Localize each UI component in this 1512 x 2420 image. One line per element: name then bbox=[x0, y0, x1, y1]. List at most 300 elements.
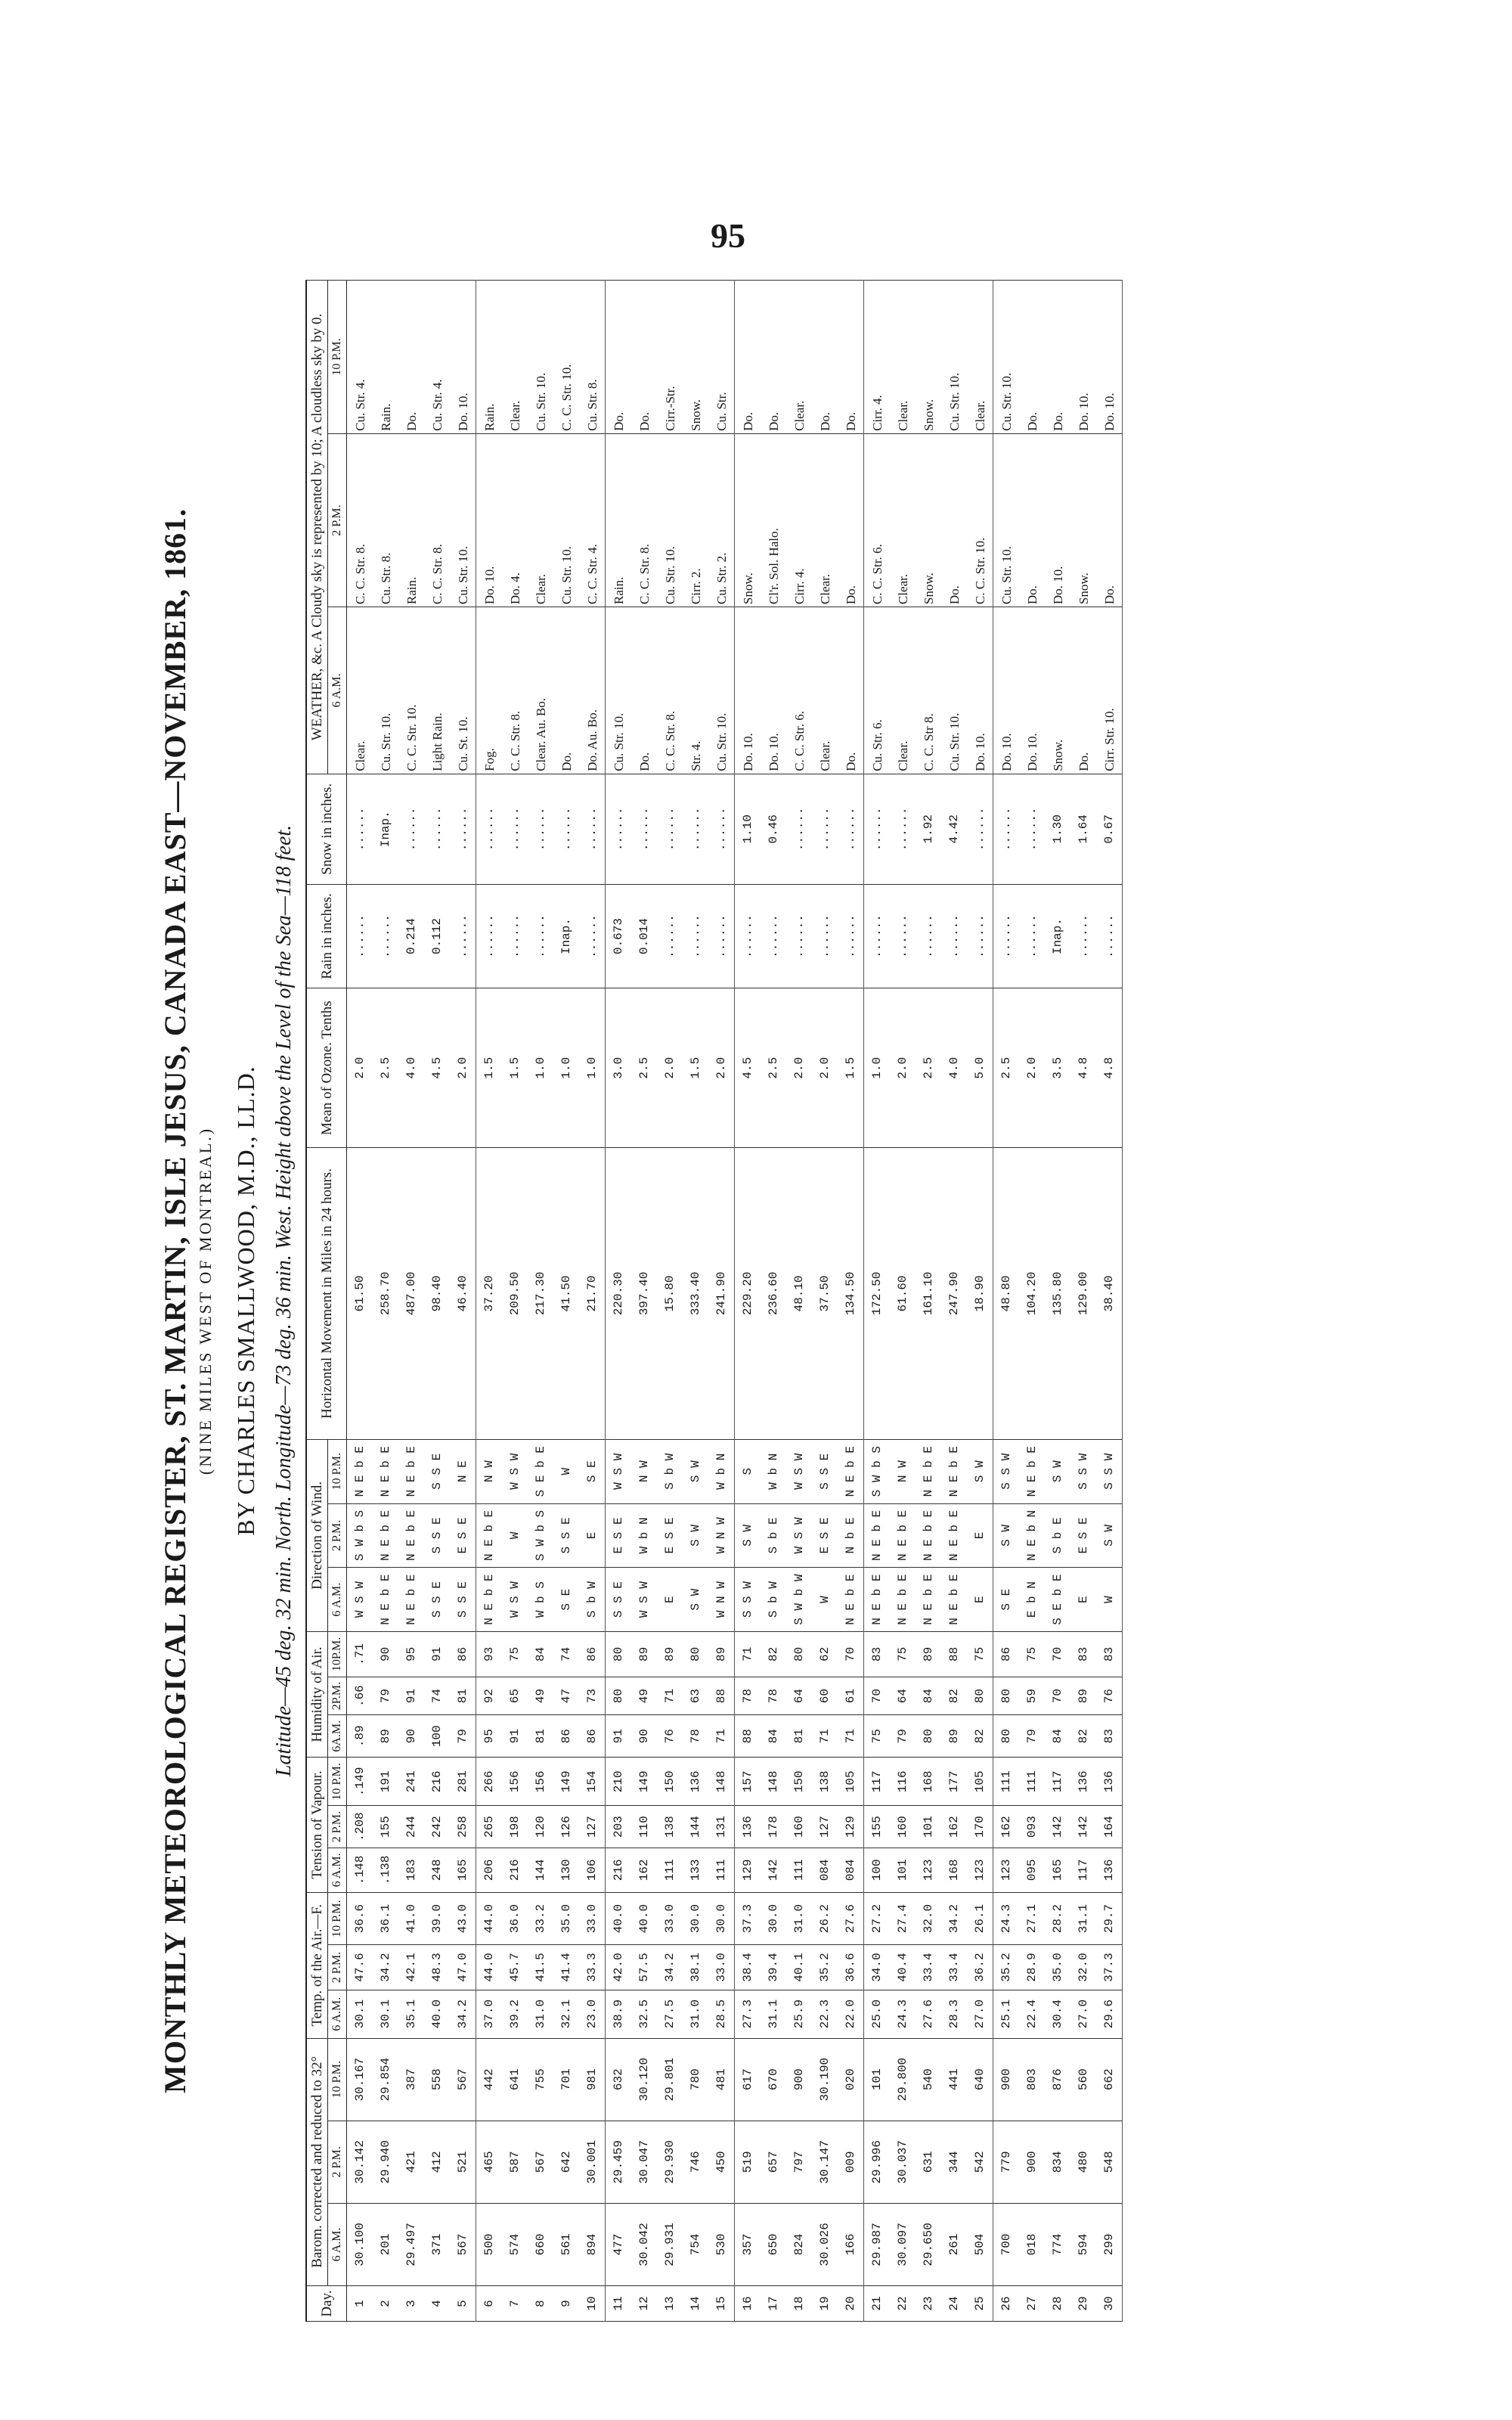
cell-weather-6am: Clear. bbox=[347, 607, 373, 774]
cell-humidity-2pm: 91 bbox=[398, 1677, 424, 1715]
cell-rain: 0.112 bbox=[424, 884, 450, 988]
cell-barom-10pm: 780 bbox=[683, 2038, 708, 2121]
cell-snow: ...... bbox=[890, 774, 916, 884]
cell-humidity-2pm: 61 bbox=[838, 1677, 864, 1715]
cell-wind-6am: N E b E bbox=[916, 1568, 941, 1632]
cell-wind-10pm: S W bbox=[683, 1439, 708, 1503]
cell-temp-10pm: 30.0 bbox=[683, 1892, 708, 1944]
cell-vapour-6am: 095 bbox=[1019, 1848, 1045, 1892]
cell-rain: ...... bbox=[890, 884, 916, 988]
cell-temp-6am: 22.3 bbox=[812, 1990, 838, 2038]
cell-temp-6am: 31.0 bbox=[683, 1990, 708, 2038]
cell-wind-6am: N E b E bbox=[890, 1568, 916, 1632]
cell-wind-2pm: E bbox=[967, 1503, 993, 1568]
cell-rain: ...... bbox=[657, 884, 683, 988]
cell-horizontal-movement: 37.20 bbox=[476, 1148, 503, 1440]
cell-barom-6am: 30.100 bbox=[347, 2203, 373, 2285]
cell-vapour-2pm: 126 bbox=[553, 1806, 579, 1848]
cell-wind-2pm: W N W bbox=[708, 1503, 735, 1568]
cell-rain: 0.673 bbox=[606, 884, 632, 988]
cell-vapour-10pm: 116 bbox=[890, 1758, 916, 1806]
cell-barom-10pm: 662 bbox=[1096, 2038, 1123, 2121]
cell-wind-6am: W bbox=[1096, 1568, 1123, 1632]
cell-weather-6am: Do. bbox=[1070, 607, 1096, 774]
cell-humidity-6am: 84 bbox=[1045, 1715, 1070, 1758]
cell-humidity-6am: 79 bbox=[450, 1715, 476, 1758]
cell-horizontal-movement: 135.80 bbox=[1045, 1148, 1070, 1440]
table-row bbox=[631, 281, 657, 2322]
cell-wind-6am: S W bbox=[683, 1568, 708, 1632]
cell-barom-2pm: 480 bbox=[1070, 2121, 1096, 2203]
cell-temp-2pm: 37.3 bbox=[1096, 1945, 1123, 1990]
cell-wind-6am: S S E bbox=[450, 1568, 476, 1632]
cell-barom-6am: 500 bbox=[476, 2203, 503, 2285]
cell-barom-10pm: 900 bbox=[786, 2038, 812, 2121]
location-coordinates: Latitude—45 deg. 32 min. North. Longitude—73 deg. 36 min. West. Height above the Level of the Sea—118 feet. bbox=[272, 824, 296, 1777]
cell-wind-10pm: S bbox=[735, 1439, 761, 1503]
cell-ozone: 4.5 bbox=[735, 988, 761, 1148]
cell-horizontal-movement: 134.50 bbox=[838, 1148, 864, 1440]
cell-rain: Inap. bbox=[1045, 884, 1070, 988]
header-vapour-6am: 6 A.M. bbox=[328, 1848, 347, 1892]
cell-snow: 1.30 bbox=[1045, 774, 1070, 884]
cell-snow: 1.92 bbox=[916, 774, 941, 884]
cell-day: 21 bbox=[864, 2286, 891, 2322]
cell-barom-6am: 29.497 bbox=[398, 2203, 424, 2285]
cell-weather-10pm: Do. 10. bbox=[1096, 281, 1123, 434]
table-row bbox=[606, 281, 632, 2322]
cell-humidity-10pm: .71 bbox=[347, 1632, 373, 1677]
cell-wind-10pm: W b N bbox=[708, 1439, 735, 1503]
cell-weather-10pm: Do. 10. bbox=[450, 281, 476, 434]
cell-temp-10pm: 41.0 bbox=[398, 1892, 424, 1944]
cell-vapour-6am: 129 bbox=[735, 1848, 761, 1892]
cell-vapour-2pm: 127 bbox=[579, 1806, 606, 1848]
cell-ozone: 1.0 bbox=[579, 988, 606, 1148]
cell-barom-10pm: 29.801 bbox=[657, 2038, 683, 2121]
cell-weather-2pm: Do. 10. bbox=[476, 433, 503, 607]
cell-barom-2pm: 30.001 bbox=[579, 2121, 606, 2203]
cell-wind-6am: W N W bbox=[708, 1568, 735, 1632]
cell-barom-10pm: 29.800 bbox=[890, 2038, 916, 2121]
cell-barom-6am: 650 bbox=[761, 2203, 786, 2285]
cell-barom-2pm: 587 bbox=[502, 2121, 528, 2203]
cell-vapour-6am: 111 bbox=[708, 1848, 735, 1892]
cell-temp-2pm: 33.0 bbox=[708, 1945, 735, 1990]
cell-humidity-6am: 89 bbox=[941, 1715, 967, 1758]
cell-snow: ...... bbox=[347, 774, 373, 884]
cell-humidity-6am: 91 bbox=[606, 1715, 632, 1758]
cell-barom-10pm: 101 bbox=[864, 2038, 891, 2121]
header-snow: Snow in inches. bbox=[306, 774, 347, 884]
cell-ozone: 1.5 bbox=[502, 988, 528, 1148]
cell-weather-10pm: Cu. Str. 10. bbox=[941, 281, 967, 434]
cell-weather-6am: Cu. Str. 10. bbox=[373, 607, 398, 774]
cell-temp-2pm: 40.1 bbox=[786, 1945, 812, 1990]
table-row bbox=[347, 281, 373, 2322]
cell-snow: 0.67 bbox=[1096, 774, 1123, 884]
cell-ozone: 3.0 bbox=[606, 988, 632, 1148]
table-row bbox=[528, 281, 553, 2322]
cell-vapour-10pm: 136 bbox=[683, 1758, 708, 1806]
cell-humidity-6am: 88 bbox=[735, 1715, 761, 1758]
cell-vapour-2pm: 129 bbox=[838, 1806, 864, 1848]
cell-wind-6am: S E bbox=[553, 1568, 579, 1632]
cell-horizontal-movement: 37.50 bbox=[812, 1148, 838, 1440]
cell-temp-10pm: 27.6 bbox=[838, 1892, 864, 1944]
cell-weather-2pm: Clear. bbox=[528, 433, 553, 607]
header-barom-2pm: 2 P.M. bbox=[328, 2121, 347, 2203]
cell-barom-6am: 700 bbox=[993, 2203, 1020, 2285]
cell-snow: ...... bbox=[631, 774, 657, 884]
cell-snow: ...... bbox=[657, 774, 683, 884]
cell-humidity-6am: 90 bbox=[631, 1715, 657, 1758]
cell-barom-10pm: 29.854 bbox=[373, 2038, 398, 2121]
cell-temp-10pm: 31.1 bbox=[1070, 1892, 1096, 1944]
cell-day: 4 bbox=[424, 2286, 450, 2322]
header-vapour-2pm: 2 P.M. bbox=[328, 1806, 347, 1848]
cell-humidity-2pm: 84 bbox=[916, 1677, 941, 1715]
cell-day: 18 bbox=[786, 2286, 812, 2322]
cell-ozone: 4.5 bbox=[424, 988, 450, 1148]
cell-wind-6am: N E b E bbox=[373, 1568, 398, 1632]
cell-wind-6am: E bbox=[967, 1568, 993, 1632]
cell-weather-2pm: Cirr. 4. bbox=[786, 433, 812, 607]
cell-weather-2pm: Cirr. 2. bbox=[683, 433, 708, 607]
cell-temp-10pm: 34.2 bbox=[941, 1892, 967, 1944]
cell-vapour-10pm: 241 bbox=[398, 1758, 424, 1806]
cell-wind-2pm: S W b S bbox=[528, 1503, 553, 1568]
cell-wind-6am: S E b E bbox=[1045, 1568, 1070, 1632]
cell-temp-2pm: 39.4 bbox=[761, 1945, 786, 1990]
cell-vapour-10pm: 105 bbox=[838, 1758, 864, 1806]
cell-vapour-2pm: 136 bbox=[735, 1806, 761, 1848]
cell-ozone: 1.5 bbox=[476, 988, 503, 1148]
cell-weather-2pm: C. C. Str. 10. bbox=[967, 433, 993, 607]
cell-humidity-6am: 71 bbox=[812, 1715, 838, 1758]
cell-horizontal-movement: 129.00 bbox=[1070, 1148, 1096, 1440]
header-humidity-6am: 6A.M. bbox=[328, 1715, 347, 1758]
cell-weather-2pm: Do. bbox=[941, 433, 967, 607]
cell-wind-2pm: E S E bbox=[657, 1503, 683, 1568]
cell-humidity-6am: 83 bbox=[1096, 1715, 1123, 1758]
table-row bbox=[864, 281, 891, 2322]
cell-weather-2pm: Cu. Str. 10. bbox=[553, 433, 579, 607]
cell-humidity-2pm: 64 bbox=[890, 1677, 916, 1715]
cell-rain: ...... bbox=[450, 884, 476, 988]
cell-wind-2pm: S W b S bbox=[347, 1503, 373, 1568]
cell-rain: ...... bbox=[812, 884, 838, 988]
cell-wind-10pm: N E b E bbox=[1019, 1439, 1045, 1503]
cell-temp-10pm: 27.2 bbox=[864, 1892, 891, 1944]
cell-weather-2pm: Rain. bbox=[606, 433, 632, 607]
cell-wind-6am: S S W bbox=[735, 1568, 761, 1632]
cell-snow: ...... bbox=[476, 774, 503, 884]
cell-vapour-6am: 111 bbox=[657, 1848, 683, 1892]
cell-humidity-10pm: 75 bbox=[967, 1632, 993, 1677]
cell-barom-6am: 754 bbox=[683, 2203, 708, 2285]
cell-horizontal-movement: 21.70 bbox=[579, 1148, 606, 1440]
cell-humidity-6am: 100 bbox=[424, 1715, 450, 1758]
cell-horizontal-movement: 258.70 bbox=[373, 1148, 398, 1440]
cell-humidity-10pm: 88 bbox=[941, 1632, 967, 1677]
cell-barom-6am: 371 bbox=[424, 2203, 450, 2285]
cell-wind-10pm: N W bbox=[890, 1439, 916, 1503]
cell-barom-10pm: 30.190 bbox=[812, 2038, 838, 2121]
cell-ozone: 2.0 bbox=[708, 988, 735, 1148]
table-row bbox=[502, 281, 528, 2322]
cell-humidity-6am: 82 bbox=[1070, 1715, 1096, 1758]
table-row bbox=[761, 281, 786, 2322]
cell-rain: ...... bbox=[502, 884, 528, 988]
cell-barom-10pm: 876 bbox=[1045, 2038, 1070, 2121]
cell-horizontal-movement: 104.20 bbox=[1019, 1148, 1045, 1440]
cell-day: 9 bbox=[553, 2286, 579, 2322]
cell-vapour-2pm: 155 bbox=[864, 1806, 891, 1848]
cell-wind-2pm: E S E bbox=[812, 1503, 838, 1568]
cell-barom-10pm: 020 bbox=[838, 2038, 864, 2121]
cell-humidity-10pm: 86 bbox=[450, 1632, 476, 1677]
cell-barom-2pm: 30.147 bbox=[812, 2121, 838, 2203]
cell-humidity-6am: 89 bbox=[373, 1715, 398, 1758]
cell-vapour-2pm: 138 bbox=[657, 1806, 683, 1848]
cell-day: 7 bbox=[502, 2286, 528, 2322]
cell-day: 29 bbox=[1070, 2286, 1096, 2322]
cell-humidity-6am: 90 bbox=[398, 1715, 424, 1758]
cell-barom-10pm: 387 bbox=[398, 2038, 424, 2121]
cell-barom-6am: 357 bbox=[735, 2203, 761, 2285]
cell-weather-6am: Do. bbox=[631, 607, 657, 774]
header-row-main bbox=[306, 281, 328, 2322]
header-weather-6am: 6 A.M. bbox=[328, 607, 347, 774]
cell-day: 10 bbox=[579, 2286, 606, 2322]
cell-wind-6am: W S W bbox=[631, 1568, 657, 1632]
cell-humidity-2pm: 88 bbox=[708, 1677, 735, 1715]
cell-vapour-6am: 123 bbox=[967, 1848, 993, 1892]
cell-barom-2pm: 450 bbox=[708, 2121, 735, 2203]
cell-ozone: 2.0 bbox=[786, 988, 812, 1148]
cell-weather-2pm: Rain. bbox=[398, 433, 424, 607]
cell-weather-6am: Do. bbox=[553, 607, 579, 774]
cell-wind-6am: S S E bbox=[606, 1568, 632, 1632]
cell-day: 13 bbox=[657, 2286, 683, 2322]
cell-day: 26 bbox=[993, 2286, 1020, 2322]
cell-wind-6am: S b W bbox=[579, 1568, 606, 1632]
cell-barom-2pm: 642 bbox=[553, 2121, 579, 2203]
cell-barom-10pm: 30.120 bbox=[631, 2038, 657, 2121]
cell-weather-6am: Fog. bbox=[476, 607, 503, 774]
cell-temp-10pm: 33.0 bbox=[657, 1892, 683, 1944]
cell-barom-6am: 567 bbox=[450, 2203, 476, 2285]
cell-humidity-10pm: 80 bbox=[786, 1632, 812, 1677]
cell-temp-6am: 28.3 bbox=[941, 1990, 967, 2038]
cell-vapour-10pm: 150 bbox=[786, 1758, 812, 1806]
cell-weather-10pm: Cirr. 4. bbox=[864, 281, 891, 434]
cell-barom-2pm: 344 bbox=[941, 2121, 967, 2203]
cell-humidity-6am: 91 bbox=[502, 1715, 528, 1758]
header-tension: Tension of Vapour. bbox=[306, 1758, 328, 1893]
cell-horizontal-movement: 18.90 bbox=[967, 1148, 993, 1440]
cell-barom-10pm: 441 bbox=[941, 2038, 967, 2121]
table-row bbox=[993, 281, 1020, 2322]
cell-rain: ...... bbox=[838, 884, 864, 988]
cell-wind-2pm: N E b E bbox=[890, 1503, 916, 1568]
table-row bbox=[683, 281, 708, 2322]
cell-wind-10pm: S S W bbox=[1070, 1439, 1096, 1503]
cell-temp-2pm: 57.5 bbox=[631, 1945, 657, 1990]
cell-humidity-10pm: 84 bbox=[528, 1632, 553, 1677]
cell-vapour-10pm: 156 bbox=[502, 1758, 528, 1806]
cell-temp-2pm: 48.3 bbox=[424, 1945, 450, 1990]
cell-temp-2pm: 44.0 bbox=[476, 1945, 503, 1990]
cell-weather-6am: Do. 10. bbox=[993, 607, 1020, 774]
cell-humidity-6am: 86 bbox=[553, 1715, 579, 1758]
cell-temp-6am: 40.0 bbox=[424, 1990, 450, 2038]
cell-temp-6am: 25.1 bbox=[993, 1990, 1020, 2038]
cell-temp-2pm: 33.4 bbox=[941, 1945, 967, 1990]
cell-wind-2pm: S S E bbox=[424, 1503, 450, 1568]
cell-weather-2pm: Snow. bbox=[1070, 433, 1096, 607]
cell-temp-6am: 39.2 bbox=[502, 1990, 528, 2038]
cell-wind-6am: N E b E bbox=[864, 1568, 891, 1632]
cell-temp-2pm: 36.2 bbox=[967, 1945, 993, 1990]
cell-barom-6am: 477 bbox=[606, 2203, 632, 2285]
cell-vapour-10pm: 154 bbox=[579, 1758, 606, 1806]
cell-vapour-6am: 084 bbox=[812, 1848, 838, 1892]
cell-weather-2pm: Do. 4. bbox=[502, 433, 528, 607]
cell-horizontal-movement: 98.40 bbox=[424, 1148, 450, 1440]
cell-weather-10pm: Cu. Str. 10. bbox=[528, 281, 553, 434]
cell-day: 11 bbox=[606, 2286, 632, 2322]
cell-wind-6am: W b S bbox=[528, 1568, 553, 1632]
cell-weather-10pm: Clear. bbox=[890, 281, 916, 434]
cell-wind-10pm: N E bbox=[450, 1439, 476, 1503]
cell-vapour-10pm: 216 bbox=[424, 1758, 450, 1806]
cell-temp-10pm: 43.0 bbox=[450, 1892, 476, 1944]
cell-horizontal-movement: 247.90 bbox=[941, 1148, 967, 1440]
header-temp: Temp. of the Air.—F. bbox=[306, 1892, 328, 2038]
cell-rain: ...... bbox=[941, 884, 967, 988]
cell-vapour-2pm: 164 bbox=[1096, 1806, 1123, 1848]
cell-humidity-10pm: 89 bbox=[916, 1632, 941, 1677]
cell-wind-10pm: W b N bbox=[761, 1439, 786, 1503]
cell-barom-10pm: 540 bbox=[916, 2038, 941, 2121]
cell-temp-10pm: 36.0 bbox=[502, 1892, 528, 1944]
cell-ozone: 5.0 bbox=[967, 988, 993, 1148]
cell-temp-10pm: 37.3 bbox=[735, 1892, 761, 1944]
cell-weather-2pm: C. C. Str. 6. bbox=[864, 433, 891, 607]
cell-snow: ...... bbox=[838, 774, 864, 884]
cell-temp-6am: 30.1 bbox=[373, 1990, 398, 2038]
cell-vapour-6am: 133 bbox=[683, 1848, 708, 1892]
cell-rain: Inap. bbox=[553, 884, 579, 988]
cell-barom-2pm: 009 bbox=[838, 2121, 864, 2203]
cell-humidity-10pm: 83 bbox=[864, 1632, 891, 1677]
cell-weather-6am: Do. 10. bbox=[735, 607, 761, 774]
cell-vapour-6am: 142 bbox=[761, 1848, 786, 1892]
cell-barom-10pm: 558 bbox=[424, 2038, 450, 2121]
cell-vapour-2pm: 265 bbox=[476, 1806, 503, 1848]
cell-wind-2pm: N E b E bbox=[373, 1503, 398, 1568]
cell-humidity-10pm: 86 bbox=[993, 1632, 1020, 1677]
cell-humidity-10pm: 75 bbox=[502, 1632, 528, 1677]
cell-temp-6am: 32.5 bbox=[631, 1990, 657, 2038]
header-wind-10pm: 10 P.M. bbox=[328, 1439, 347, 1503]
cell-wind-10pm: S S W bbox=[993, 1439, 1020, 1503]
cell-barom-6am: 166 bbox=[838, 2203, 864, 2285]
cell-weather-10pm: Cu. Str. 10. bbox=[993, 281, 1020, 434]
cell-ozone: 4.8 bbox=[1096, 988, 1123, 1148]
cell-vapour-2pm: 155 bbox=[373, 1806, 398, 1848]
cell-wind-10pm: N E b E bbox=[347, 1439, 373, 1503]
cell-vapour-6am: 216 bbox=[606, 1848, 632, 1892]
cell-vapour-10pm: 148 bbox=[708, 1758, 735, 1806]
cell-humidity-10pm: 74 bbox=[553, 1632, 579, 1677]
cell-weather-6am: Do. Au. Bo. bbox=[579, 607, 606, 774]
cell-temp-6am: 22.0 bbox=[838, 1990, 864, 2038]
cell-wind-6am: E bbox=[1070, 1568, 1096, 1632]
cell-wind-10pm: N E b E bbox=[373, 1439, 398, 1503]
header-weather: WEATHER, &c. A Cloudy sky is represented by 10; A cloudless sky by 0. bbox=[306, 281, 328, 774]
cell-humidity-2pm: 79 bbox=[373, 1677, 398, 1715]
cell-vapour-6am: 123 bbox=[993, 1848, 1020, 1892]
cell-wind-10pm: W S W bbox=[502, 1439, 528, 1503]
cell-day: 27 bbox=[1019, 2286, 1045, 2322]
cell-temp-6am: 31.1 bbox=[761, 1990, 786, 2038]
cell-humidity-6am: 75 bbox=[864, 1715, 891, 1758]
cell-barom-6am: 299 bbox=[1096, 2203, 1123, 2285]
cell-temp-6am: 27.0 bbox=[1070, 1990, 1096, 2038]
cell-snow: ...... bbox=[424, 774, 450, 884]
cell-weather-6am: Cu. St. 10. bbox=[450, 607, 476, 774]
cell-barom-2pm: 657 bbox=[761, 2121, 786, 2203]
cell-barom-10pm: 641 bbox=[502, 2038, 528, 2121]
cell-rain: ...... bbox=[528, 884, 553, 988]
cell-wind-10pm: S S E bbox=[424, 1439, 450, 1503]
table-row bbox=[890, 281, 916, 2322]
cell-temp-10pm: 36.1 bbox=[373, 1892, 398, 1944]
header-horizontal: Horizontal Movement in Miles in 24 hours. bbox=[306, 1148, 347, 1440]
cell-barom-6am: 30.097 bbox=[890, 2203, 916, 2285]
cell-day: 17 bbox=[761, 2286, 786, 2322]
cell-weather-6am: C. C. Str. 8. bbox=[502, 607, 528, 774]
cell-temp-10pm: 30.0 bbox=[708, 1892, 735, 1944]
cell-temp-10pm: 36.6 bbox=[347, 1892, 373, 1944]
cell-weather-6am: Clear. bbox=[890, 607, 916, 774]
cell-snow: ...... bbox=[683, 774, 708, 884]
cell-humidity-10pm: 82 bbox=[761, 1632, 786, 1677]
cell-snow: ...... bbox=[967, 774, 993, 884]
cell-wind-10pm: W S W bbox=[786, 1439, 812, 1503]
cell-barom-10pm: 701 bbox=[553, 2038, 579, 2121]
cell-wind-10pm: N E b E bbox=[398, 1439, 424, 1503]
cell-weather-10pm: Cirr.-Str. bbox=[657, 281, 683, 434]
cell-weather-2pm: C. C. Str. 8. bbox=[347, 433, 373, 607]
cell-barom-10pm: 670 bbox=[761, 2038, 786, 2121]
cell-weather-6am: Str. 4. bbox=[683, 607, 708, 774]
cell-barom-10pm: 481 bbox=[708, 2038, 735, 2121]
cell-humidity-2pm: 80 bbox=[606, 1677, 632, 1715]
cell-weather-10pm: Snow. bbox=[916, 281, 941, 434]
cell-wind-2pm: W S W bbox=[786, 1503, 812, 1568]
cell-weather-10pm: Do. bbox=[838, 281, 864, 434]
cell-ozone: 2.5 bbox=[373, 988, 398, 1148]
cell-weather-6am: C. C. Str. 8. bbox=[657, 607, 683, 774]
cell-temp-6am: 25.9 bbox=[786, 1990, 812, 2038]
cell-humidity-6am: 71 bbox=[838, 1715, 864, 1758]
cell-weather-10pm: Clear. bbox=[967, 281, 993, 434]
cell-day: 16 bbox=[735, 2286, 761, 2322]
